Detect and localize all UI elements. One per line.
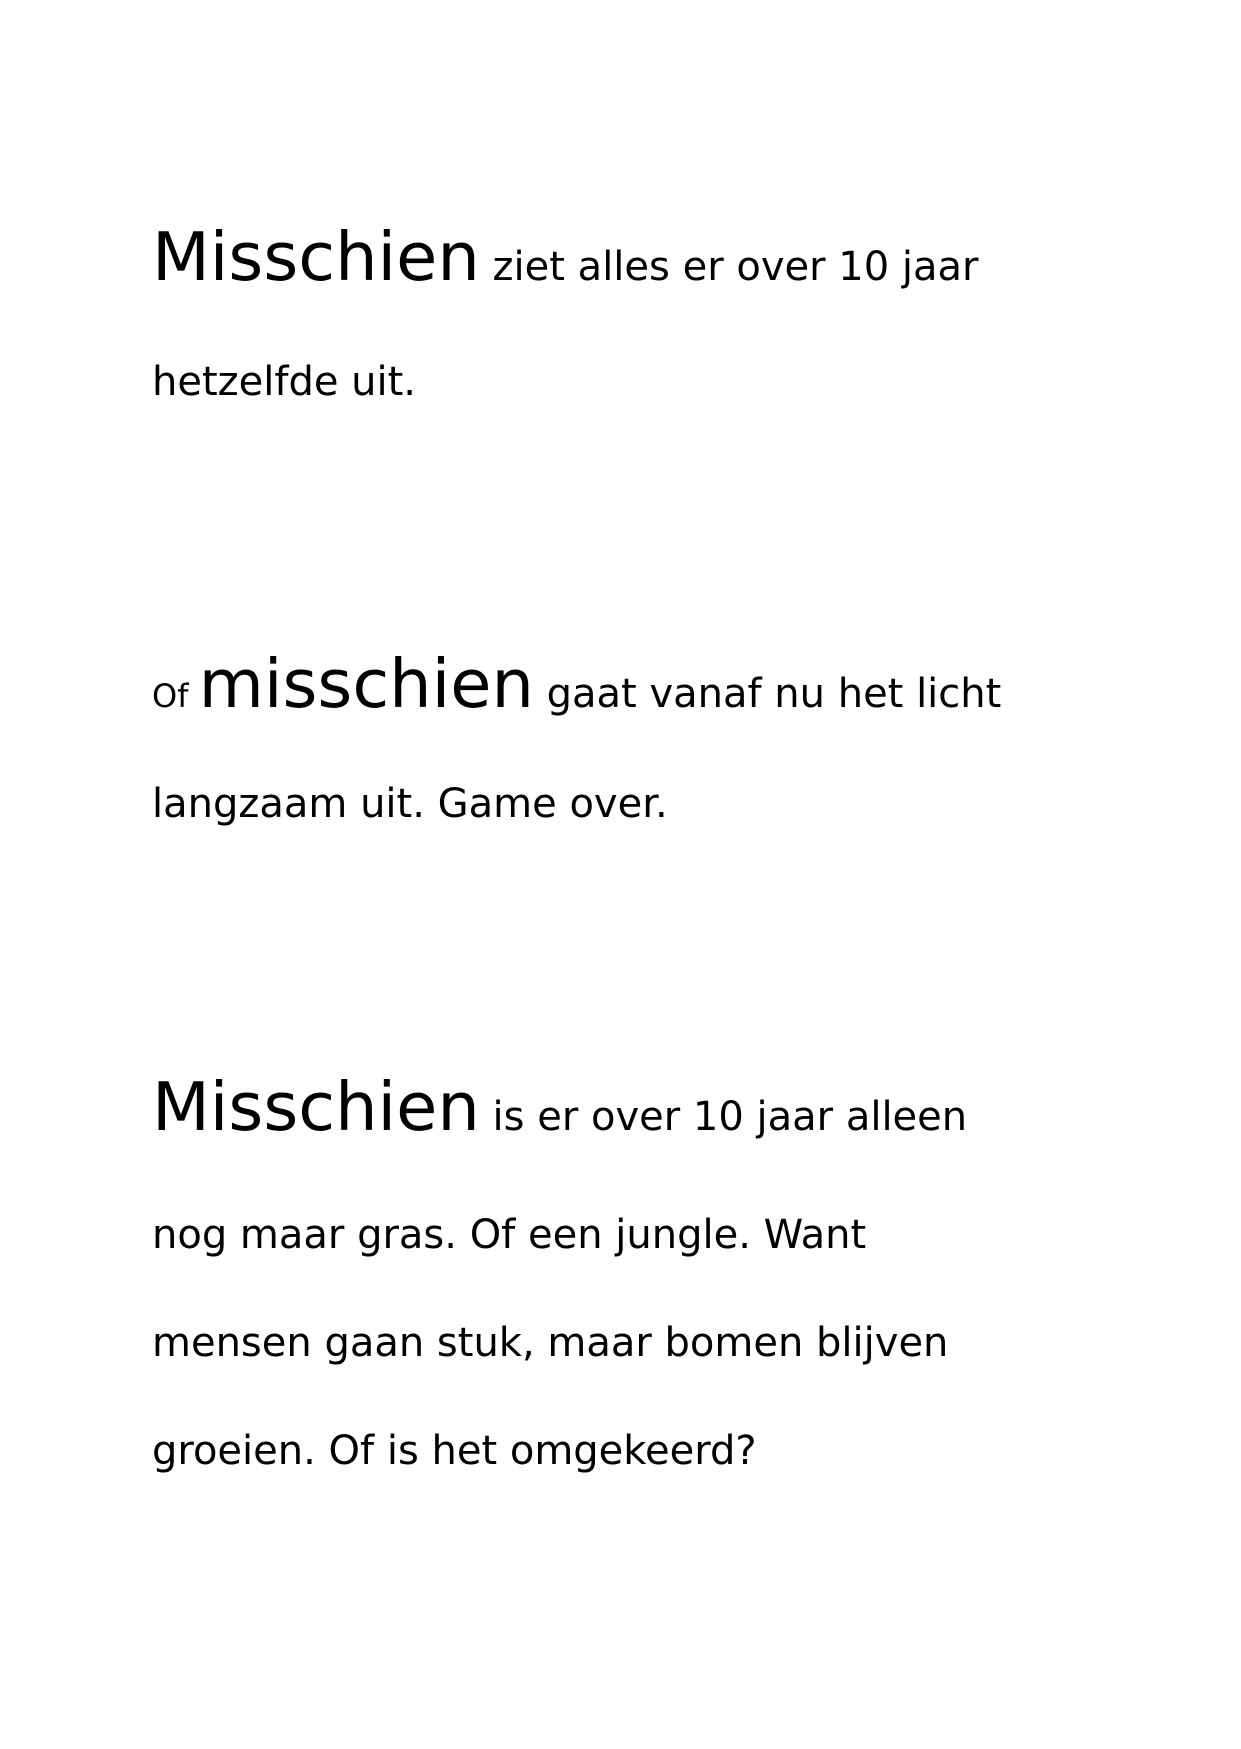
line-text: gaat vanaf nu het licht [533,671,1002,717]
paragraph-1-line-2: hetzelfde uit. [152,359,417,405]
paragraph-2-line-1 [152,645,1002,723]
paragraph-3-line-2: nog maar gras. Of een jungle. Want [152,1212,867,1258]
paragraph-2-line-2: langzaam uit. Game over. [152,781,668,827]
line-prefix: Of [152,677,199,715]
paragraph-3-line-4: groeien. Of is het omgekeerd? [152,1428,757,1474]
emphasized-word: misschien [198,645,534,723]
line-text: is er over 10 jaar alleen [479,1094,968,1140]
line-text: ziet alles er over 10 jaar [479,244,979,290]
paragraph-3-line-3: mensen gaan stuk, maar bomen blijven [152,1320,949,1366]
paragraph-3-line-1 [152,1068,968,1146]
paragraph-1-line-1 [152,218,979,296]
emphasized-word: Misschien [152,1068,480,1146]
emphasized-word: Misschien [152,218,480,296]
